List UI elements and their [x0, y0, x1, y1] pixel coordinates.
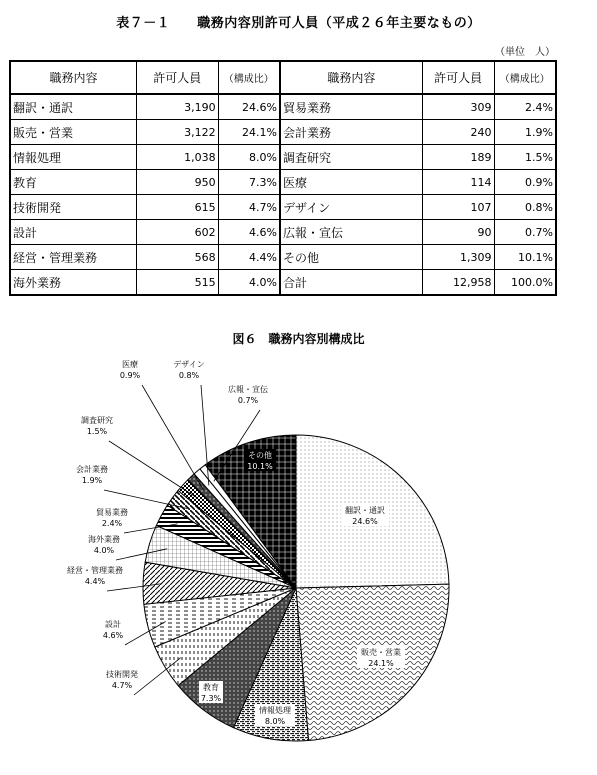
cell-count: 309 — [422, 94, 494, 120]
unit-label: （単位 人） — [495, 47, 555, 58]
cell-ratio: 4.7% — [218, 195, 280, 220]
pie-chart — [0, 345, 597, 775]
cell-ratio: 0.9% — [494, 170, 556, 195]
header-ratio-right: （構成比） — [494, 61, 556, 94]
leader-line — [109, 441, 196, 497]
cell-count: 240 — [422, 120, 494, 145]
table-row — [10, 145, 556, 170]
slice-name-label: 技術開発 — [106, 670, 138, 679]
cell-ratio: 7.3% — [218, 170, 280, 195]
slice-name-label: 販売・営業 — [361, 648, 401, 657]
cell-job: 技術開発 — [10, 195, 136, 220]
slice-name-label: 調査研究 — [81, 416, 113, 425]
job-table — [9, 60, 557, 296]
cell-ratio: 0.7% — [494, 220, 556, 245]
slice-value-label: 10.1% — [247, 462, 273, 471]
slice-name-label: 貿易業務 — [96, 508, 128, 517]
table-row — [10, 245, 556, 270]
cell-job: 医療 — [280, 170, 422, 195]
slice-value-label: 1.5% — [86, 427, 108, 436]
cell-count: 950 — [136, 170, 218, 195]
table-row — [10, 94, 556, 120]
cell-ratio: 4.0% — [218, 270, 280, 296]
table-row — [10, 170, 556, 195]
cell-job: 貿易業務 — [280, 94, 422, 120]
cell-job: デザイン — [280, 195, 422, 220]
slice-name-label: 広報・宣伝 — [228, 385, 268, 394]
slice-name-label: 医療 — [122, 360, 138, 369]
cell-job: 翻訳・通訳 — [10, 94, 136, 120]
slice-name-label: 設計 — [105, 620, 121, 629]
cell-ratio: 24.6% — [218, 94, 280, 120]
cell-ratio: 4.6% — [218, 220, 280, 245]
cell-count: 568 — [136, 245, 218, 270]
cell-count: 1,309 — [422, 245, 494, 270]
slice-name-label: 教育 — [203, 683, 219, 692]
cell-ratio: 24.1% — [218, 120, 280, 145]
slice-value-label: 24.6% — [352, 517, 378, 526]
cell-job: 広報・宣伝 — [280, 220, 422, 245]
cell-ratio: 100.0% — [494, 270, 556, 296]
cell-ratio: 10.1% — [494, 245, 556, 270]
slice-value-label: 4.7% — [111, 681, 133, 690]
slice-name-label: 経営・管理業務 — [67, 566, 123, 575]
cell-job: 経営・管理業務 — [10, 245, 136, 270]
table-row — [10, 120, 556, 145]
cell-count: 615 — [136, 195, 218, 220]
cell-ratio: 2.4% — [494, 94, 556, 120]
cell-count: 3,122 — [136, 120, 218, 145]
cell-ratio: 0.8% — [494, 195, 556, 220]
cell-job: 設計 — [10, 220, 136, 245]
slice-name-label: 翻訳・通訳 — [345, 506, 385, 515]
slice-name-label: 海外業務 — [88, 535, 120, 544]
cell-job: 合計 — [280, 270, 422, 296]
chart-title: 図６ 職務内容別構成比 — [232, 332, 365, 346]
slice-value-label: 0.9% — [119, 371, 141, 380]
cell-count: 3,190 — [136, 94, 218, 120]
cell-job: 調査研究 — [280, 145, 422, 170]
cell-ratio: 1.9% — [494, 120, 556, 145]
cell-job: その他 — [280, 245, 422, 270]
cell-job: 会計業務 — [280, 120, 422, 145]
cell-count: 114 — [422, 170, 494, 195]
header-job-left: 職務内容 — [10, 61, 136, 94]
slice-value-label: 4.0% — [93, 546, 115, 555]
leader-line — [142, 385, 204, 490]
cell-count: 189 — [422, 145, 494, 170]
header-count-left: 許可人員 — [136, 61, 218, 94]
cell-job: 情報処理 — [10, 145, 136, 170]
cell-count: 1,038 — [136, 145, 218, 170]
cell-job: 海外業務 — [10, 270, 136, 296]
slice-name-label: デザイン — [173, 360, 205, 369]
slice-value-label: 7.3% — [200, 694, 222, 703]
cell-ratio: 4.4% — [218, 245, 280, 270]
table-row — [10, 195, 556, 220]
slice-name-label: 会計業務 — [76, 465, 108, 474]
cell-count: 107 — [422, 195, 494, 220]
slice-value-label: 1.9% — [81, 476, 103, 485]
cell-count: 602 — [136, 220, 218, 245]
slice-name-label: 情報処理 — [259, 706, 291, 715]
slice-value-label: 0.8% — [178, 371, 200, 380]
slice-value-label: 4.4% — [84, 577, 106, 586]
header-job-right: 職務内容 — [280, 61, 422, 94]
cell-job: 販売・営業 — [10, 120, 136, 145]
slice-value-label: 4.6% — [102, 631, 124, 640]
table-row — [10, 220, 556, 245]
header-ratio-left: （構成比） — [218, 61, 280, 94]
cell-job: 教育 — [10, 170, 136, 195]
cell-ratio: 8.0% — [218, 145, 280, 170]
slice-value-label: 2.4% — [101, 519, 123, 528]
table-row — [10, 270, 556, 296]
header-count-right: 許可人員 — [422, 61, 494, 94]
cell-count: 515 — [136, 270, 218, 296]
cell-count: 12,958 — [422, 270, 494, 296]
cell-ratio: 1.5% — [494, 145, 556, 170]
slice-value-label: 8.0% — [264, 717, 286, 726]
cell-count: 90 — [422, 220, 494, 245]
table-title: 表７－１ 職務内容別許可人員（平成２６年主要なもの） — [116, 16, 481, 31]
slice-name-label: その他 — [248, 451, 272, 460]
slice-value-label: 0.7% — [237, 396, 259, 405]
slice-value-label: 24.1% — [368, 659, 394, 668]
